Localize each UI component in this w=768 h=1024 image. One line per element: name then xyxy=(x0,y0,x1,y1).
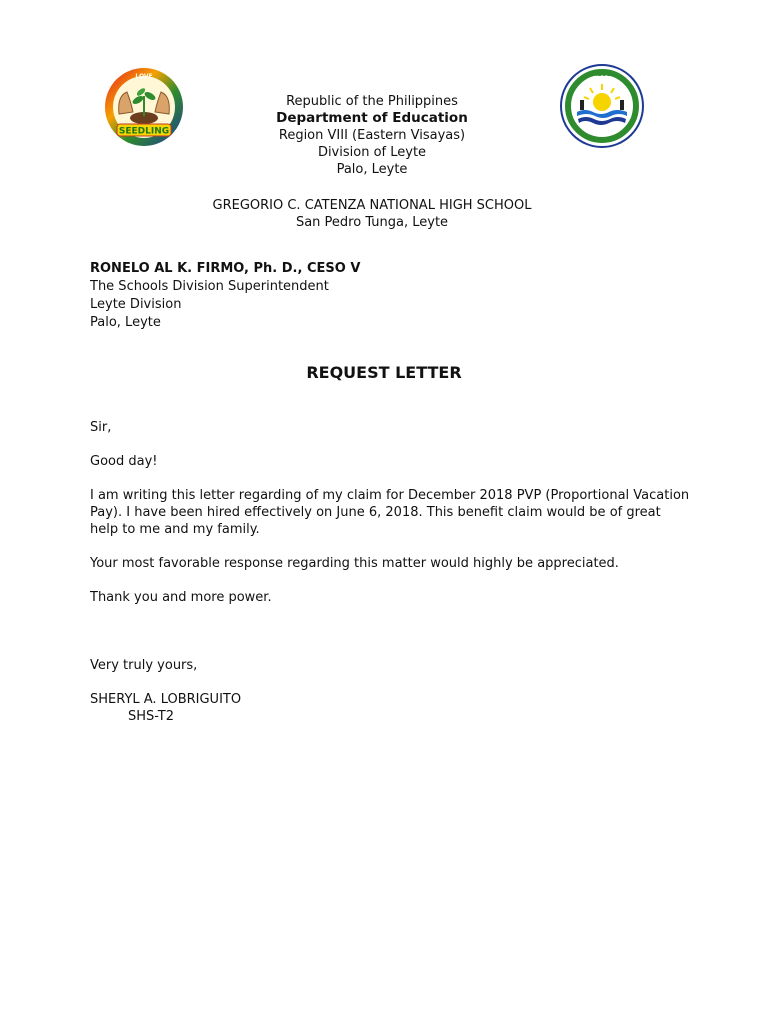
signatory-name: SHERYL A. LOBRIGUITO xyxy=(90,692,242,707)
recipient-block xyxy=(90,260,590,332)
header-line-division: Division of Leyte xyxy=(317,145,427,160)
school-block xyxy=(150,197,594,231)
closing: Very truly yours, xyxy=(90,658,198,673)
header-line-region: Region VIII (Eastern Visayas) xyxy=(278,128,466,143)
body-paragraph-2: Your most favorable response regarding this matter would highly be appreciated. xyxy=(90,556,619,571)
school-address: San Pedro Tunga, Leyte xyxy=(295,215,449,230)
greeting: Good day! xyxy=(90,454,158,469)
recipient-title: The Schools Division Superintendent xyxy=(90,279,329,294)
header-line-department: Department of Education xyxy=(276,110,468,126)
school-seal-text: VALUES xyxy=(588,70,616,78)
signatory-position: SHS-T2 xyxy=(128,709,174,724)
recipient-division: Leyte Division xyxy=(90,297,182,312)
letter-body xyxy=(90,419,690,725)
letter-title: REQUEST LETTER xyxy=(306,363,462,382)
seedling-logo-text: SEEDLING xyxy=(118,126,170,137)
recipient-name: RONELO AL K. FIRMO, Ph. D., CESO V xyxy=(90,261,361,276)
salutation: Sir, xyxy=(90,420,112,435)
school-name: GREGORIO C. CATENZA NATIONAL HIGH SCHOOL xyxy=(212,198,532,213)
seedling-logo-top-text: LOVE xyxy=(135,73,153,80)
body-paragraph-3: Thank you and more power. xyxy=(90,590,272,605)
recipient-address: Palo, Leyte xyxy=(90,315,161,330)
body-paragraph-1: I am writing this letter regarding of my claim for December 2018 PVP (Proportional Vacation Pay). I have been hired effectively on June 6, 2018. This benefit claim would be of great help to me and my family. xyxy=(90,488,690,537)
school-seal-logo xyxy=(560,64,644,148)
header-line-city: Palo, Leyte xyxy=(336,162,408,177)
header-line-republic: Republic of the Philippines xyxy=(286,94,458,109)
seedling-logo xyxy=(103,66,185,148)
letterhead xyxy=(200,93,544,178)
